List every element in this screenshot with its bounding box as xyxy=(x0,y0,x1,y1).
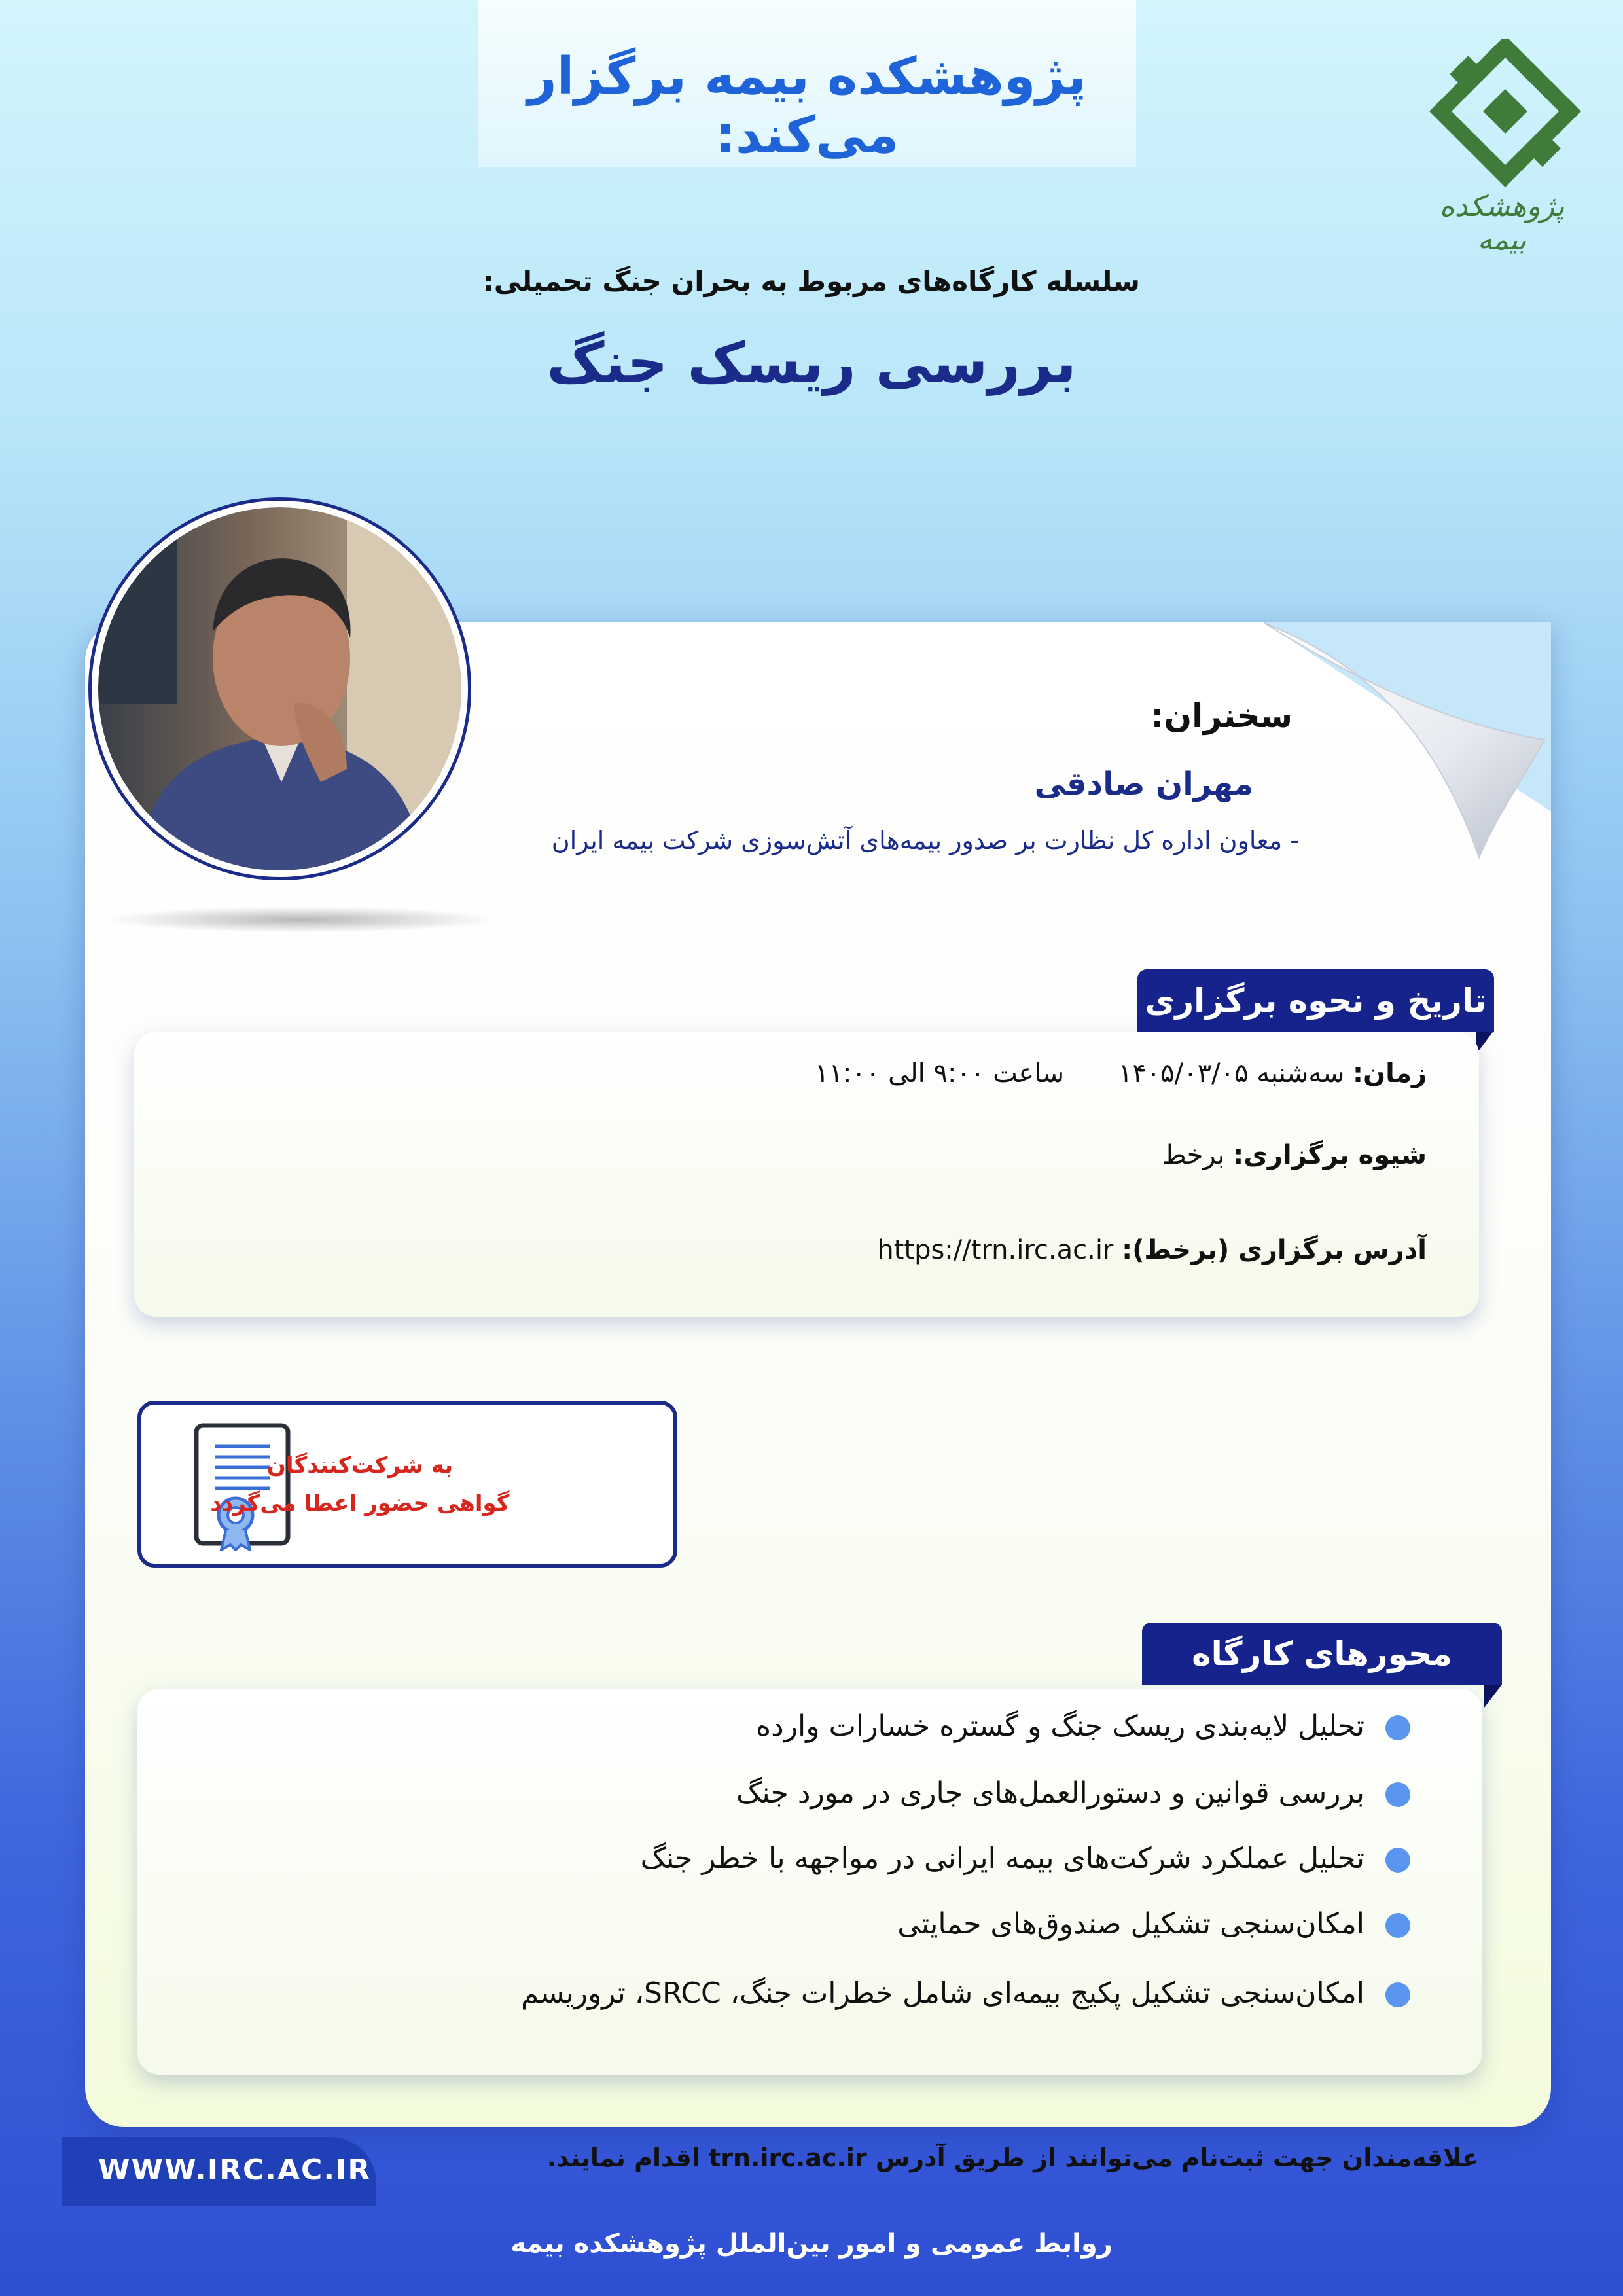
main-title: بررسی ریسک جنگ xyxy=(546,331,1077,396)
series-title: سلسله کارگاه‌های مربوط به بحران جنگ تحمیلی: xyxy=(483,265,1140,297)
address-row xyxy=(877,1235,1427,1265)
topic-text: امکان‌سنجی تشکیل صندوق‌های حمایتی xyxy=(897,1907,1364,1941)
method-row xyxy=(1162,1140,1427,1170)
speakers-label: سخنران: xyxy=(1150,697,1293,735)
bullet-icon xyxy=(1385,1782,1410,1807)
method-label: شیوه برگزاری: xyxy=(1233,1140,1427,1170)
bullet-icon xyxy=(1385,1982,1410,2007)
portrait-shadow xyxy=(105,906,497,933)
bullet-icon xyxy=(1385,1913,1410,1938)
time-date: ۱۴۰۵/۰۳/۰۵ xyxy=(1118,1058,1249,1088)
topics-tab: محورهای کارگاه xyxy=(1142,1623,1502,1685)
registration-note: علاقه‌مندان جهت ثبت‌نام می‌توانند از طریق آدرس trn.irc.ac.ir اقدام نمایند. xyxy=(546,2144,1479,2172)
topic-text: بررسی قوانین و دستورالعمل‌های جاری در مورد جنگ xyxy=(736,1776,1364,1810)
time-day: سه‌شنبه xyxy=(1257,1058,1345,1088)
time-hours: ساعت ۹:۰۰ الی ۱۱:۰۰ xyxy=(815,1058,1064,1088)
page-curl-decoration xyxy=(1263,615,1558,864)
topic-item-5 xyxy=(521,1977,1410,2029)
address-link[interactable]: https://trn.irc.ac.ir xyxy=(877,1235,1114,1265)
method-value: برخط xyxy=(1162,1140,1225,1170)
topic-text: امکان‌سنجی تشکیل پکیج بیمه‌ای شامل خطرات جنگ، SRCC، تروریسم xyxy=(521,1977,1364,2010)
topics-panel xyxy=(137,1689,1482,2075)
certificate-line-1: به شرکت‌کنندگان xyxy=(266,1452,454,1479)
topic-item-1 xyxy=(756,1710,1410,1762)
time-row xyxy=(815,1058,1427,1088)
topic-item-4 xyxy=(897,1907,1410,1960)
schedule-tab: تاریخ و نحوه برگزاری xyxy=(1137,969,1494,1032)
speaker-name: مهران صادقی xyxy=(1034,766,1253,802)
schedule-panel xyxy=(134,1032,1479,1317)
topic-item-2 xyxy=(736,1776,1410,1829)
topic-text: تحلیل عملکرد شرکت‌های بیمه ایرانی در مواجهه با خطر جنگ xyxy=(640,1842,1364,1875)
speaker-role: - معاون اداره کل نظارت بر صدور بیمه‌های آتش‌سوزی شرکت بیمه ایران xyxy=(551,826,1299,855)
bullet-icon xyxy=(1385,1715,1410,1740)
time-label: زمان: xyxy=(1353,1058,1427,1088)
organizer-heading: پژوهشکده بیمه برگزار می‌کند: xyxy=(527,47,1087,165)
topic-item-3 xyxy=(641,1842,1410,1894)
speaker-photo xyxy=(98,507,461,870)
address-label: آدرس برگزاری (برخط): xyxy=(1122,1235,1427,1265)
bullet-icon xyxy=(1385,1848,1410,1873)
topic-text: تحلیل لایه‌بندی ریسک جنگ و گستره خسارات وارده xyxy=(756,1710,1364,1743)
topics-tab-fold xyxy=(1484,1685,1501,1708)
website-link[interactable]: WWW.IRC.AC.IR xyxy=(98,2153,372,2187)
logo-wordmark: پژوهشکده بیمه xyxy=(1439,190,1565,257)
certificate-text xyxy=(209,1446,510,1522)
certificate-line-2: گواهی حضور اعطا می‌گردد xyxy=(210,1490,510,1516)
footer-credit: روابط عمومی و امور بین‌الملل پژوهشکده بیمه xyxy=(510,2229,1113,2259)
